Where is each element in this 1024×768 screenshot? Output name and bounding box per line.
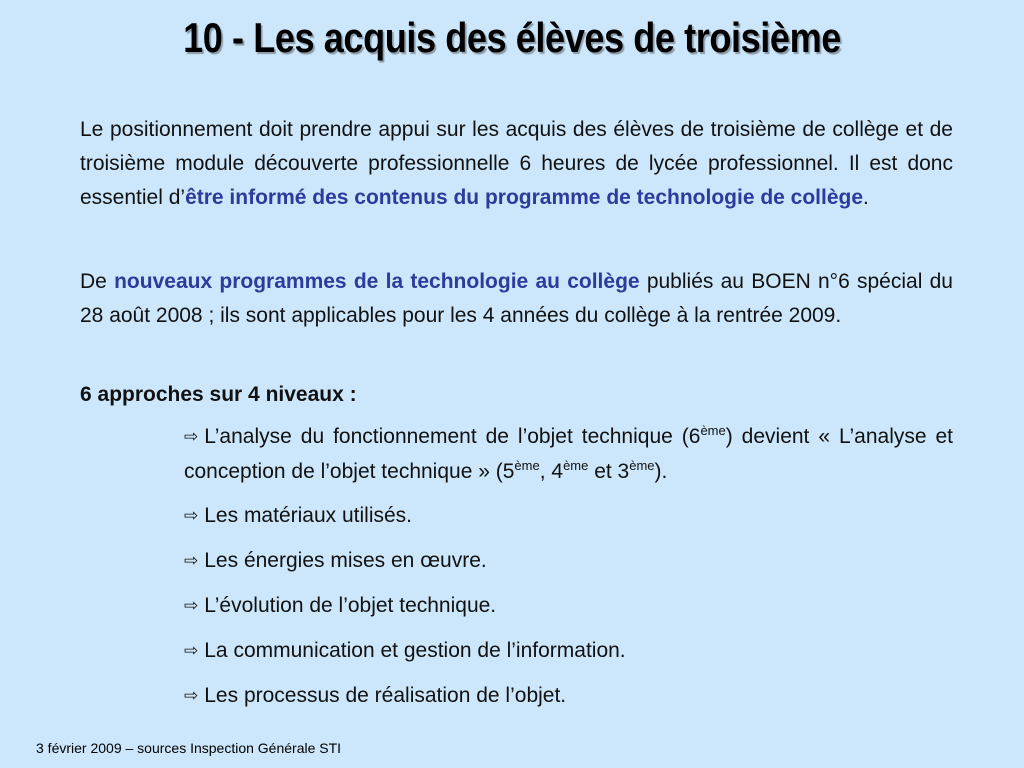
superscript: ème — [700, 423, 726, 438]
approches-list — [184, 420, 953, 724]
paragraph-end: . — [863, 186, 869, 209]
arrow-right-icon: ⇨ — [184, 427, 199, 447]
item-text: Les processus de réalisation de l’objet. — [204, 684, 567, 707]
slide-footer: 3 février 2009 – sources Inspection Générale STI — [36, 740, 342, 756]
paragraph-highlight: être informé des contenus du programme de technologie de collège — [185, 186, 864, 209]
paragraph-highlight: nouveaux programmes de la technologie au collège — [114, 270, 640, 293]
item-text: ) devient « L’analyse et conception de l’objet technique » (5 — [184, 425, 953, 483]
paragraph-positionnement — [80, 113, 953, 215]
item-text: Les matériaux utilisés. — [204, 504, 413, 527]
item-text: L’analyse du fonctionnement de l’objet technique (6 — [204, 425, 701, 448]
paragraph-start: De — [80, 270, 115, 293]
item-text: L’évolution de l’objet technique. — [204, 594, 497, 617]
list-item — [184, 679, 953, 714]
superscript: ème — [629, 458, 655, 473]
approches-heading: 6 approches sur 4 niveaux : — [80, 383, 357, 406]
arrow-right-icon: ⇨ — [184, 641, 199, 661]
item-text: ). — [654, 460, 668, 483]
item-text: et 3 — [588, 460, 630, 483]
item-text: La communication et gestion de l’information. — [204, 639, 626, 662]
paragraph-text: Le positionnement doit prendre appui sur les acquis des élèves de troisième de collège et de troisième module découverte professionnelle 6 heures de lycée professionnel. Il est donc essentiel d’ — [80, 118, 953, 209]
list-item — [184, 544, 953, 579]
paragraph-text: publiés au BOEN n°6 spécial du 28 août 2008 ; ils sont applicables pour les 4 années du collège à la rentrée 2009. — [80, 270, 953, 327]
arrow-right-icon: ⇨ — [184, 506, 199, 526]
paragraph-programmes — [80, 265, 953, 333]
slide-title: 10 - Les acquis des élèves de troisième — [183, 14, 841, 61]
superscript: ème — [563, 458, 589, 473]
item-text: Les énergies mises en œuvre. — [204, 549, 487, 572]
list-item — [184, 420, 953, 489]
list-item — [184, 589, 953, 624]
item-text: , 4 — [539, 460, 564, 483]
superscript: ème — [514, 458, 540, 473]
arrow-right-icon: ⇨ — [184, 686, 199, 706]
arrow-right-icon: ⇨ — [184, 596, 199, 616]
arrow-right-icon: ⇨ — [184, 551, 199, 571]
list-item — [184, 634, 953, 669]
list-item — [184, 499, 953, 534]
